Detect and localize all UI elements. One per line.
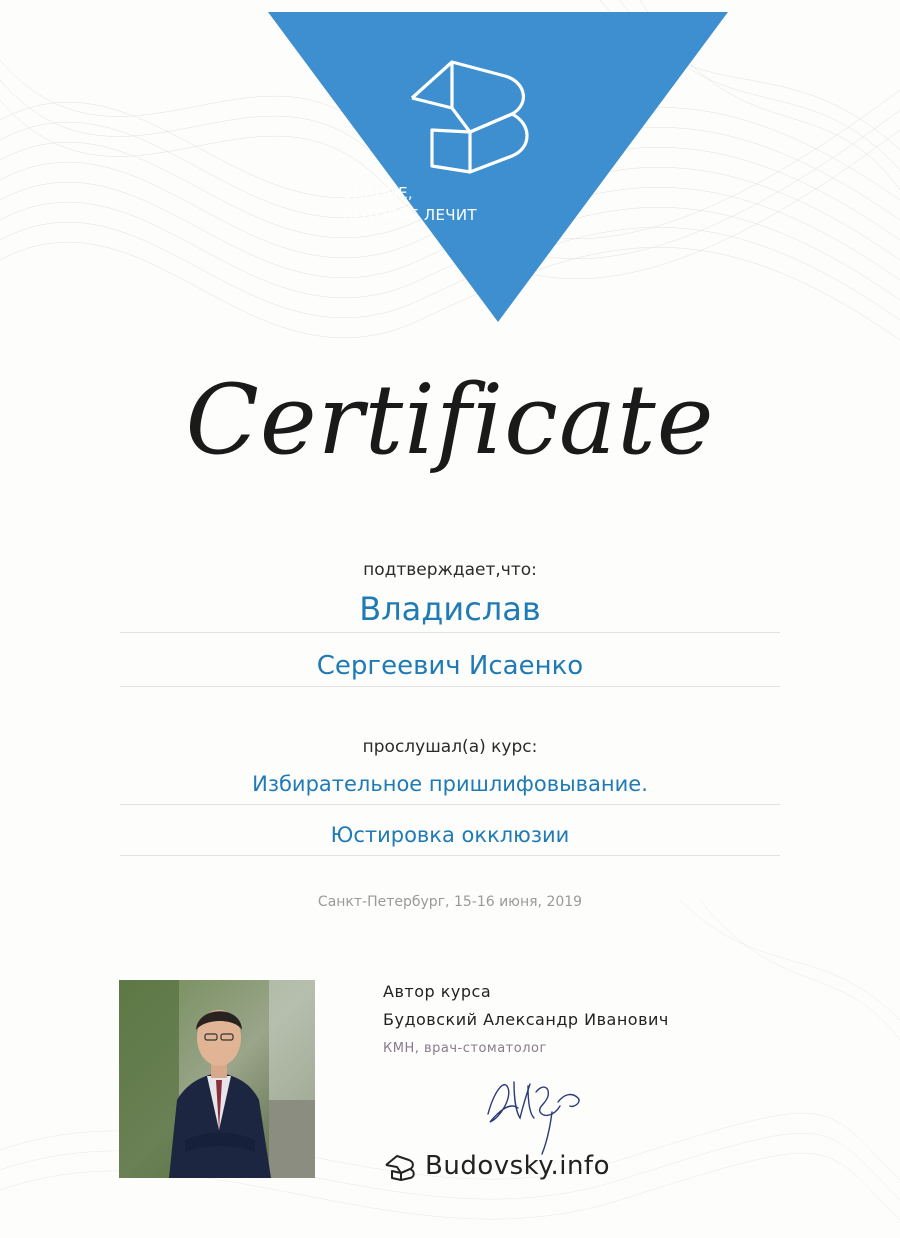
place-date: Санкт-Петербург, 15-16 июня, 2019: [317, 894, 583, 910]
author-label: Автор курса: [383, 982, 492, 1001]
confirms-label: подтверждает,что:: [363, 560, 537, 580]
logo-banner: [0, 0, 900, 330]
author-name: Будовский Александр Иванович: [383, 1010, 669, 1029]
divider-1: [120, 632, 780, 633]
divider-4: [120, 855, 780, 856]
author-title: КМН, врач-стоматолог: [383, 1041, 547, 1056]
book-logo-icon: [383, 1151, 419, 1181]
recipient-first-name: Владислав: [359, 590, 541, 628]
course-title-line-2: Юстировка окклюзии: [330, 823, 570, 847]
brand-site: Budovsky.info: [425, 1151, 610, 1181]
certificate-title: Certificate: [185, 364, 715, 476]
logo-tagline: [343, 182, 477, 226]
recipient-full-name: Сергеевич Исаенко: [316, 651, 584, 681]
tagline-line-1: ЗНАНИЕ,: [343, 184, 414, 202]
course-label: прослушал(а) курс:: [362, 737, 538, 757]
divider-3: [120, 804, 780, 805]
tagline-line-2: КОТОРОЕ ЛЕЧИТ: [343, 206, 477, 224]
course-title-line-1: Избирательное пришлифовывание.: [252, 772, 648, 796]
signature: [470, 1062, 610, 1162]
divider-2: [120, 686, 780, 687]
brand: [383, 1148, 610, 1184]
author-photo: [119, 980, 315, 1178]
